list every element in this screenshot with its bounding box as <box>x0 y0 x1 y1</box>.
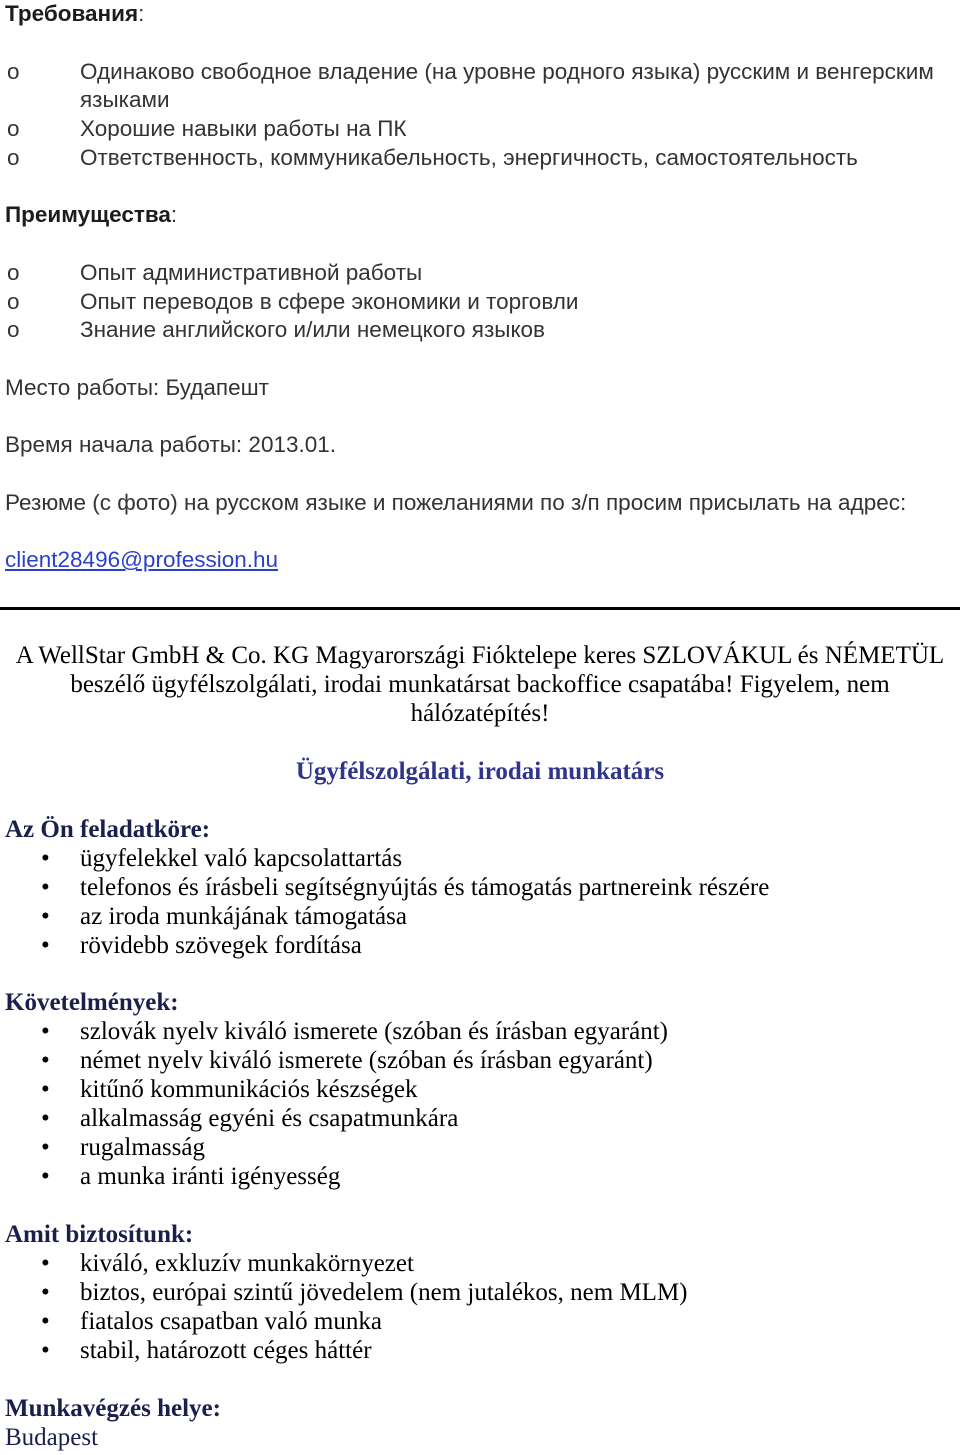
advantages-heading-colon: : <box>170 202 178 228</box>
requirement-item <box>0 115 960 144</box>
requirement-item-hu-text: szlovák nyelv kiváló ismerete (szóban és írásban egyaránt) <box>80 1018 668 1046</box>
list-bullet: • <box>41 902 50 930</box>
duty-item <box>0 932 960 961</box>
list-bullet: o <box>7 144 20 170</box>
benefits-list <box>0 1250 960 1366</box>
requirements-heading <box>0 0 960 29</box>
benefit-item <box>0 1337 960 1366</box>
requirements-heading-colon: : <box>138 1 145 26</box>
list-bullet: • <box>41 1134 50 1162</box>
benefit-item <box>0 1250 960 1279</box>
duty-item-text: ügyfelekkel való kapcsolattartás <box>80 844 403 872</box>
duty-item-text: az iroda munkájának támogatása <box>80 902 407 930</box>
requirement-item-hu <box>0 1134 960 1163</box>
requirement-item-text: Одинаково свободное владение (на уровне родного языка) русским и венгерским языками <box>80 58 934 113</box>
list-bullet: • <box>41 931 50 959</box>
list-bullet: o <box>7 317 20 343</box>
advantage-item <box>0 316 960 345</box>
list-bullet: • <box>41 1047 50 1075</box>
workplace-value: Budapest <box>5 1423 99 1451</box>
advantage-item-text: Опыт административной работы <box>80 259 423 285</box>
requirement-item-text: Ответственность, коммуникабельность, энергичность, самостоятельность <box>80 144 858 170</box>
requirement-item-hu-text: német nyelv kiváló ismerete (szóban és írásban egyaránt) <box>80 1047 653 1075</box>
requirements-list <box>0 58 960 173</box>
duty-item <box>0 903 960 932</box>
section-divider <box>0 607 960 610</box>
email-link[interactable]: client28496@profession.hu <box>5 547 279 573</box>
requirement-item-hu <box>0 1076 960 1105</box>
list-bullet: • <box>41 844 50 872</box>
resume-request: Резюме (с фото) на русском языке и пожеланиями по з/п просим присылать на адрес: <box>5 489 907 515</box>
requirement-item-hu <box>0 1047 960 1076</box>
requirement-item-hu-text: alkalmasság egyéni és csapatmunkára <box>80 1105 459 1133</box>
start-date: Время начала работы: 2013.01. <box>5 432 337 458</box>
workplace-heading: Munkavégzés helye: <box>5 1394 221 1422</box>
benefit-item-text: fiatalos csapatban való munka <box>80 1307 382 1335</box>
duty-item-text: rövidebb szövegek fordítása <box>80 931 362 959</box>
duties-heading: Az Ön feladatköre: <box>5 815 211 843</box>
list-bullet: • <box>41 1018 50 1046</box>
list-bullet: • <box>41 1307 50 1335</box>
advantages-heading <box>0 201 960 230</box>
russian-section <box>0 0 960 575</box>
list-bullet: o <box>7 116 20 141</box>
list-bullet: • <box>41 1249 50 1277</box>
job-title: Ügyfélszolgálati, irodai munkatárs <box>295 757 665 785</box>
duty-item <box>0 845 960 874</box>
requirement-item-hu <box>0 1018 960 1047</box>
requirement-item <box>0 58 960 116</box>
advantage-item <box>0 259 960 288</box>
list-bullet: • <box>41 1105 50 1133</box>
list-bullet: • <box>41 1163 50 1191</box>
email-line <box>0 546 960 575</box>
requirement-item-hu-text: a munka iránti igényesség <box>80 1163 341 1191</box>
requirements-list-hu <box>0 1018 960 1192</box>
benefit-item <box>0 1279 960 1308</box>
duty-item <box>0 874 960 903</box>
duties-list <box>0 845 960 961</box>
requirements-heading-label: Требования <box>5 1 139 26</box>
intro-paragraph: A WellStar GmbH & Co. KG Magyarországi Fióktelepe keres SZLOVÁKUL és NÉMETÜL beszélő ügyfélszolgálati, irodai munkatársat backoffice csapatába! Figyelem, nem hálózatépítés! <box>15 642 945 727</box>
benefit-item <box>0 1308 960 1337</box>
hungarian-section <box>0 642 960 1453</box>
benefit-item-text: biztos, európai szintű jövedelem (nem jutalékos, nem MLM) <box>80 1278 688 1306</box>
list-bullet: o <box>7 288 20 314</box>
requirement-item-hu <box>0 1163 960 1192</box>
work-location: Место работы: Будапешт <box>5 374 269 400</box>
advantages-list <box>0 259 960 345</box>
requirements-heading-hu: Követelmények: <box>5 989 179 1017</box>
requirement-item-text: Хорошие навыки работы на ПК <box>80 116 407 141</box>
list-bullet: • <box>41 1278 50 1306</box>
advantage-item-text: Знание английского и/или немецкого языков <box>80 317 546 343</box>
list-bullet: o <box>7 58 20 84</box>
advantage-item-text: Опыт переводов в сфере экономики и торговли <box>80 288 579 314</box>
list-bullet: • <box>41 1336 50 1364</box>
duty-item-text: telefonos és írásbeli segítségnyújtás és támogatás partnereink részére <box>80 873 770 901</box>
benefit-item-text: kiváló, exkluzív munkakörnyezet <box>80 1249 414 1277</box>
list-bullet: • <box>41 873 50 901</box>
advantage-item <box>0 288 960 317</box>
requirement-item <box>0 144 960 173</box>
list-bullet: o <box>7 259 20 285</box>
benefits-heading: Amit biztosítunk: <box>5 1221 194 1248</box>
benefit-item-text: stabil, határozott céges háttér <box>80 1336 372 1364</box>
advantages-heading-label: Преимущества <box>5 202 171 228</box>
requirement-item-hu-text: kitűnő kommunikációs készségek <box>80 1076 418 1104</box>
requirement-item-hu <box>0 1105 960 1134</box>
requirement-item-hu-text: rugalmasság <box>80 1134 205 1162</box>
list-bullet: • <box>41 1076 50 1104</box>
